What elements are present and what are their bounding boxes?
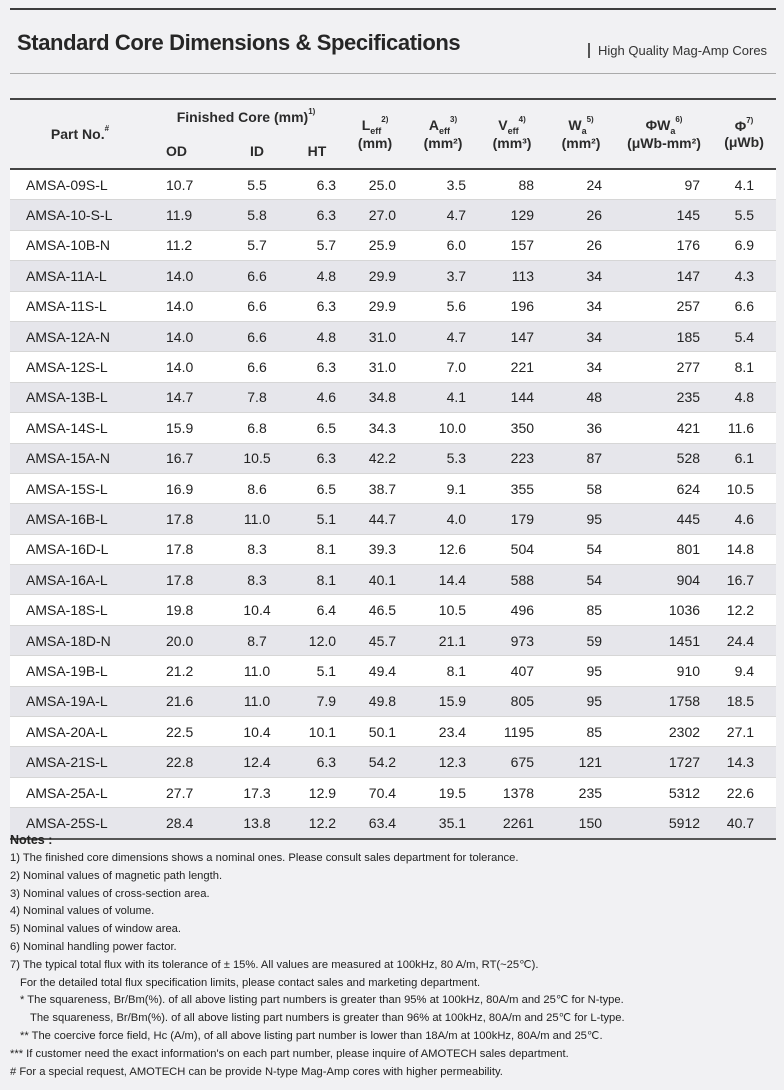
ht-cell: 5.7 [316,237,337,254]
part-no-cell: AMSA-20A-L [26,723,108,740]
part-no-cell: AMSA-21S-L [26,754,108,771]
veff-cell: 2261 [502,814,535,831]
leff-cell: 70.4 [368,784,397,801]
wa-cell: 34 [586,267,603,284]
veff-cell: 144 [510,389,535,406]
phi-cell: 8.1 [734,359,755,376]
table-row [10,200,776,230]
veff-cell: 496 [510,602,535,619]
leff-cell: 39.3 [368,541,397,558]
phi-cell: 4.6 [734,510,755,527]
od-cell: 17.8 [166,510,194,527]
phi-wa-cell: 257 [676,298,701,315]
veff-cell: 675 [510,754,535,771]
phi-cell: 14.8 [726,541,755,558]
aeff-cell: 14.4 [438,571,467,588]
leff-cell: 49.4 [368,662,397,679]
aeff-cell: 19.5 [438,784,467,801]
aeff-cell: 12.6 [438,541,467,558]
phi-cell: 4.3 [734,267,755,284]
phi-wa-cell: 185 [676,328,701,345]
wa-cell: 26 [586,207,603,224]
veff-cell: 350 [510,419,535,436]
note-line: 6) Nominal handling power factor. [10,940,177,953]
phi-wa-cell: 910 [676,662,701,679]
phi-wa-cell: 145 [676,207,701,224]
note-line: The squareness, Br/Bm(%). of all above listing part numbers is greater than 96% at 100kHz, 80A/m and 25℃ for L-type. [30,1012,625,1025]
table-row [10,443,776,473]
id-cell: 5.7 [247,237,267,254]
veff-cell: 805 [510,693,535,710]
veff-cell: 504 [510,541,535,558]
phi-cell: 6.9 [734,237,755,254]
note-line: *** If customer need the exact information's on each part number, please inquire of AMOTECH sales department. [10,1047,569,1060]
wa-cell: 24 [586,176,603,193]
od-cell: 14.0 [166,298,194,315]
ht-cell: 4.6 [316,389,337,406]
wa-cell: 36 [586,419,603,436]
table-row [10,230,776,260]
aeff-cell: 9.1 [446,480,467,497]
note-line: 2) Nominal values of magnetic path length. [10,869,223,882]
header-veff: $V_{eff}^{4)}$ (mm³) [492,114,532,152]
od-cell: 22.8 [166,754,194,771]
table-row [10,473,776,503]
part-no-cell: AMSA-16D-L [26,541,109,558]
part-no-cell: AMSA-15A-N [26,450,111,467]
id-cell: 8.3 [247,541,267,558]
part-no-cell: AMSA-10-S-L [26,207,113,224]
id-cell: 8.6 [247,480,267,497]
wa-cell: 85 [586,602,603,619]
od-cell: 17.8 [166,541,194,558]
aeff-cell: 5.6 [446,298,467,315]
leff-cell: 31.0 [368,359,397,376]
veff-cell: 157 [510,237,535,254]
id-cell: 6.6 [247,298,267,315]
leff-cell: 50.1 [368,723,397,740]
part-no-cell: AMSA-15S-L [26,480,108,497]
header-aeff: $A_{eff}^{3)}$ (mm²) [423,114,463,152]
od-cell: 16.9 [166,480,194,497]
veff-cell: 407 [510,662,535,679]
ht-cell: 6.3 [316,207,337,224]
leff-cell: 42.2 [368,450,397,467]
aeff-cell: 4.0 [446,510,467,527]
veff-cell: 88 [518,176,535,193]
phi-cell: 4.8 [734,389,755,406]
note-line: 5) Nominal values of window area. [10,923,182,936]
part-no-cell: AMSA-09S-L [26,176,108,193]
wa-cell: 34 [586,359,603,376]
aeff-cell: 10.5 [438,602,467,619]
phi-cell: 6.1 [734,450,755,467]
phi-wa-cell: 1758 [668,693,701,710]
wa-cell: 150 [578,814,603,831]
veff-cell: 129 [510,207,535,224]
id-cell: 11.0 [243,510,271,527]
ht-cell: 5.1 [316,662,337,679]
header-od: OD [166,142,187,159]
phi-cell: 5.4 [734,328,755,345]
table-row [10,686,776,716]
table-body [10,169,776,839]
ht-cell: 6.3 [316,450,337,467]
aeff-cell: 15.9 [438,693,467,710]
title-divider [10,73,776,74]
phi-wa-cell: 801 [676,541,701,558]
header-wa: $W_a^{5)}$ (mm²) [561,114,601,152]
phi-cell: 14.3 [726,754,755,771]
leff-cell: 44.7 [368,510,397,527]
header-phi: $\Phi^{7)}$ (μWb) [724,116,764,150]
phi-wa-cell: 624 [676,480,701,497]
phi-cell: 10.5 [726,480,755,497]
wa-cell: 54 [586,571,603,588]
page-subtitle: High Quality Mag-Amp Cores [588,43,767,58]
leff-cell: 27.0 [368,207,397,224]
ht-cell: 10.1 [308,723,337,740]
leff-cell: 45.7 [368,632,397,649]
od-cell: 11.2 [166,237,193,254]
note-line: ** The coercive force field, Hc (A/m), of all above listing part number is lower than 18A/m at 100kHz, 80A/m and 25℃. [20,1029,603,1042]
leff-cell: 25.0 [368,176,397,193]
table-row [10,169,776,200]
phi-wa-cell: 97 [684,176,701,193]
phi-wa-cell: 1727 [668,754,701,771]
id-cell: 11.0 [243,662,271,679]
phi-cell: 27.1 [726,723,755,740]
veff-cell: 1195 [503,723,535,740]
core-specifications-table [10,98,776,840]
ht-cell: 6.4 [316,602,337,619]
phi-cell: 22.6 [726,784,755,801]
wa-cell: 95 [586,693,603,710]
table-row [10,261,776,291]
leff-cell: 25.9 [368,237,397,254]
note-line: 4) Nominal values of volume. [10,905,155,918]
leff-cell: 34.8 [368,389,397,406]
aeff-cell: 7.0 [446,359,467,376]
wa-cell: 121 [578,754,603,771]
ht-cell: 6.3 [316,176,337,193]
id-cell: 5.5 [247,176,267,193]
id-cell: 8.3 [247,571,267,588]
part-no-cell: AMSA-19A-L [26,693,108,710]
aeff-cell: 5.3 [446,450,467,467]
phi-cell: 5.5 [734,207,755,224]
table-row [10,625,776,655]
table-row [10,413,776,443]
part-no-cell: AMSA-13B-L [26,389,108,406]
table-row [10,595,776,625]
veff-cell: 113 [511,267,535,284]
leff-cell: 29.9 [368,267,397,284]
leff-cell: 38.7 [368,480,397,497]
leff-cell: 46.5 [368,602,397,619]
phi-cell: 9.4 [734,662,755,679]
wa-cell: 95 [586,662,603,679]
part-no-cell: AMSA-11S-L [26,298,107,315]
ht-cell: 4.8 [316,267,337,284]
ht-cell: 6.5 [316,480,337,497]
veff-cell: 223 [510,450,535,467]
table-row [10,565,776,595]
notes-heading: Notes : [10,833,53,847]
phi-wa-cell: 421 [676,419,701,436]
wa-cell: 235 [578,784,603,801]
note-line: 1) The finished core dimensions shows a nominal ones. Please consult sales department for tolerance. [10,852,519,864]
ht-cell: 8.1 [316,541,337,558]
od-cell: 22.5 [166,723,194,740]
ht-cell: 12.2 [308,814,337,831]
table-row [10,717,776,747]
part-no-cell: AMSA-18S-L [26,602,108,619]
leff-cell: 40.1 [368,571,397,588]
part-no-cell: AMSA-19B-L [26,662,108,679]
id-cell: 6.8 [247,419,267,436]
part-no-cell: AMSA-10B-N [26,237,111,254]
leff-cell: 49.8 [368,693,397,710]
notes-section [10,833,776,1081]
veff-cell: 973 [510,632,535,649]
table-row [10,656,776,686]
phi-wa-cell: 904 [676,571,701,588]
ht-cell: 5.1 [316,510,337,527]
phi-cell: 12.2 [726,602,755,619]
note-line: * The squareness, Br/Bm(%). of all above listing part numbers is greater than 95% at 100kHz, 80A/m and 25℃ for N-type. [20,994,624,1007]
table-row [10,382,776,412]
wa-cell: 59 [586,632,603,649]
phi-wa-cell: 5312 [668,784,701,801]
page-title: Standard Core Dimensions & Specifications [17,30,461,55]
phi-cell: 24.4 [726,632,755,649]
part-no-cell: AMSA-12S-L [26,359,108,376]
veff-cell: 179 [510,510,535,527]
phi-cell: 18.5 [726,693,755,710]
ht-cell: 12.9 [308,784,337,801]
od-cell: 10.7 [166,176,194,193]
part-no-cell: AMSA-11A-L [26,267,107,284]
ht-cell: 7.9 [316,693,337,710]
part-no-cell: AMSA-14S-L [26,419,108,436]
od-cell: 14.0 [166,328,194,345]
phi-wa-cell: 277 [676,359,701,376]
aeff-cell: 3.5 [446,176,467,193]
od-cell: 16.7 [166,450,194,467]
ht-cell: 8.1 [316,571,337,588]
od-cell: 20.0 [166,632,194,649]
table-row [10,534,776,564]
id-cell: 12.4 [243,754,271,771]
id-cell: 5.8 [247,207,267,224]
aeff-cell: 23.4 [438,723,467,740]
table-row [10,352,776,382]
leff-cell: 54.2 [368,754,397,771]
aeff-cell: 10.0 [438,419,467,436]
od-cell: 19.8 [166,602,194,619]
header-leff: $L_{eff}^{2)}$ (mm) [357,114,393,152]
id-cell: 6.6 [247,359,267,376]
od-cell: 11.9 [166,207,193,224]
part-no-cell: AMSA-16B-L [26,510,108,527]
id-cell: 10.4 [243,723,271,740]
id-cell: 6.6 [247,267,267,284]
header-part-no: Part No.# [50,124,110,142]
phi-wa-cell: 1036 [668,602,701,619]
wa-cell: 34 [586,328,603,345]
leff-cell: 29.9 [368,298,397,315]
id-cell: 10.4 [243,602,271,619]
od-cell: 21.6 [166,693,194,710]
leff-cell: 34.3 [368,419,397,436]
phi-wa-cell: 147 [676,267,701,284]
part-no-cell: AMSA-12A-N [26,328,111,345]
table-row [10,321,776,351]
ht-cell: 4.8 [316,328,337,345]
phi-wa-cell: 445 [676,510,701,527]
ht-cell: 6.5 [316,419,337,436]
part-no-cell: AMSA-25S-L [26,814,108,831]
ht-cell: 6.3 [316,754,337,771]
id-cell: 17.3 [243,784,271,801]
od-cell: 17.8 [166,571,194,588]
wa-cell: 58 [586,480,603,497]
note-line: For the detailed total flux specification limits, please contact sales and marketing department. [20,976,481,989]
part-no-cell: AMSA-25A-L [26,784,108,801]
od-cell: 14.0 [166,359,194,376]
aeff-cell: 3.7 [446,267,467,284]
phi-wa-cell: 235 [676,389,701,406]
id-cell: 11.0 [243,693,271,710]
table-row [10,777,776,807]
part-no-cell: AMSA-18D-N [26,632,111,649]
aeff-cell: 4.1 [446,389,467,406]
aeff-cell: 6.0 [446,237,467,254]
veff-cell: 196 [510,298,535,315]
phi-wa-cell: 1451 [668,632,701,649]
id-cell: 6.6 [247,328,267,345]
wa-cell: 54 [586,541,603,558]
veff-cell: 221 [510,359,535,376]
veff-cell: 588 [510,571,535,588]
top-rule [10,8,776,10]
wa-cell: 34 [586,298,603,315]
od-cell: 28.4 [166,814,194,831]
table-row [10,747,776,777]
header-id: ID [250,142,264,159]
od-cell: 14.0 [166,267,194,284]
veff-cell: 147 [510,328,535,345]
aeff-cell: 8.1 [446,662,467,679]
id-cell: 8.7 [247,632,267,649]
phi-wa-cell: 2302 [668,723,701,740]
leff-cell: 31.0 [368,328,397,345]
phi-cell: 40.7 [726,814,755,831]
aeff-cell: 4.7 [446,207,467,224]
veff-cell: 1378 [502,784,535,801]
wa-cell: 85 [586,723,603,740]
aeff-cell: 12.3 [438,754,467,771]
table-row [10,291,776,321]
od-cell: 15.9 [166,419,194,436]
leff-cell: 63.4 [368,814,397,831]
wa-cell: 48 [586,389,603,406]
note-line: # For a special request, AMOTECH can be provide N-type Mag-Amp cores with higher permeability. [10,1065,503,1078]
notes-list [10,850,776,1081]
wa-cell: 95 [586,510,603,527]
header-phi-wa: $\Phi W_a^{6)}$ (μWb-mm²) [627,114,701,152]
od-cell: 27.7 [166,784,194,801]
phi-cell: 11.6 [727,419,755,436]
aeff-cell: 4.7 [446,328,467,345]
od-cell: 14.7 [166,389,194,406]
phi-wa-cell: 176 [676,237,701,254]
id-cell: 10.5 [243,450,271,467]
note-line: 7) The typical total flux with its tolerance of ± 15%. All values are measured at 100kHz, 80 A/m, RT(~25℃). [10,958,539,971]
id-cell: 13.8 [243,814,271,831]
phi-cell: 4.1 [734,176,755,193]
id-cell: 7.8 [247,389,267,406]
aeff-cell: 35.1 [438,814,467,831]
note-line: 3) Nominal values of cross-section area. [10,887,210,900]
header-ht: HT [307,142,327,159]
wa-cell: 26 [586,237,603,254]
ht-cell: 6.3 [316,298,337,315]
part-no-cell: AMSA-16A-L [26,571,108,588]
aeff-cell: 21.1 [438,632,467,649]
phi-cell: 16.7 [726,571,755,588]
ht-cell: 6.3 [316,359,337,376]
phi-wa-cell: 528 [676,450,701,467]
phi-cell: 6.6 [734,298,755,315]
veff-cell: 355 [510,480,535,497]
header-finished-core: Finished Core (mm)$^{1)}$ [176,106,316,125]
wa-cell: 87 [586,450,603,467]
od-cell: 21.2 [166,662,194,679]
table-row [10,504,776,534]
phi-wa-cell: 5912 [668,814,701,831]
ht-cell: 12.0 [308,632,337,649]
